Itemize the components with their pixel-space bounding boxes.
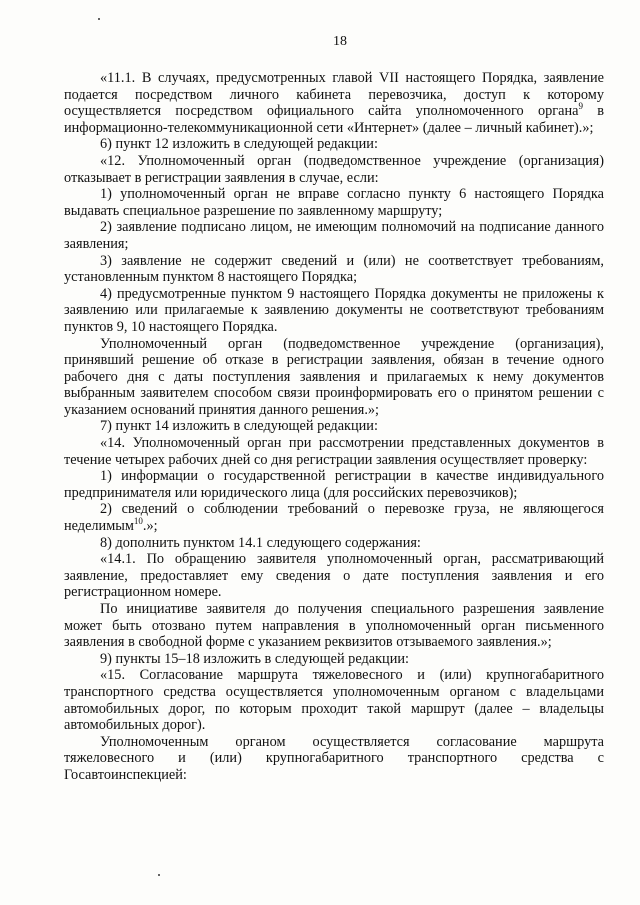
amendment-6: 6) пункт 12 изложить в следующей редакции:: [100, 136, 378, 153]
paragraph-12-refusal: Уполномоченный орган (подведомственное учреждение (организация), принявший решение об отказе в регистрации заявления, обязан в течение одного рабочего дня с даты поступления заявления и прилагаемых к нему документов выбранным заявителем способом связи проинформировать его о принятом решении с указанием оснований принятия данного решения.»;: [64, 335, 604, 418]
paragraph-12-item-2: 2) заявление подписано лицом, не имеющим полномочий на подписание данного заявления;: [64, 219, 604, 252]
paragraph-14: «14. Уполномоченный орган при рассмотрении представленных документов в течение четырех рабочих дней со дня регистрации заявления осуществляет проверку:: [64, 435, 604, 468]
paragraph-15-gai: Уполномоченным органом осуществляется согласование маршрута тяжеловесного и (или) крупногабаритного транспортного средства с Госавтоинспекцией:: [64, 733, 604, 783]
footnote-ref-9: 9: [578, 101, 583, 112]
amendment-7: 7) пункт 14 изложить в следующей редакции:: [100, 418, 378, 435]
amendment-9: 9) пункты 15–18 изложить в следующей редакции:: [100, 650, 409, 667]
paragraph-12-item-3: 3) заявление не содержит сведений и (или) не соответствует требованиям, установленным пунктом 8 настоящего Порядка;: [64, 252, 604, 286]
document-body: [64, 70, 604, 784]
paragraph-12-item-1: 1) уполномоченный орган не вправе согласно пункту 6 настоящего Порядка выдавать специальное разрешение по заявленному маршруту;: [64, 186, 604, 219]
paragraph-14-1: «14.1. По обращению заявителя уполномоченный орган, рассматривающий заявление, предоставляет ему сведения о дате поступления заявления и его регистрационном номере.: [64, 551, 604, 601]
scan-speck: [98, 18, 100, 20]
paragraph-14-item-2: 2) сведений о соблюдении требований о перевозке груза, не являющегося неделимым$^{10}$.»;: [64, 501, 604, 535]
paragraph-14-item-1: 1) информации о государственной регистрации в качестве индивидуального предпринимателя или юридического лица (для российских перевозчиков);: [64, 468, 604, 501]
amendment-8: 8) дополнить пунктом 14.1 следующего содержания:: [100, 534, 421, 551]
paragraph-15: «15. Согласование маршрута тяжеловесного и (или) крупногабаритного транспортного средства осуществляется уполномоченным органом с владельцами автомобильных дорог, по которым проходит такой маршрут (далее – владельцы автомобильных дорог).: [64, 667, 604, 734]
scan-speck: [158, 874, 160, 876]
paragraph-14-1-withdrawal: По инициативе заявителя до получения специального разрешения заявление может быть отозвано путем направления в уполномоченный орган письменного заявления в свободной форме с указанием реквизитов отзываемого заявления.»;: [64, 601, 604, 651]
paragraph-11-1: «11.1. В случаях, предусмотренных главой VII настоящего Порядка, заявление подается посредством личного кабинета перевозчика, доступ к которому осуществляется посредством официального сайта уполномоченного органа$^9$ в информационно-телекоммуникационной сети «Интернет» (далее – личный кабинет).»;: [64, 70, 605, 136]
paragraph-12: «12. Уполномоченный орган (подведомственное учреждение (организация) отказывает в регистрации заявления в случае, если:: [64, 152, 604, 186]
footnote-ref-10: 10: [133, 516, 143, 527]
paragraph-12-item-4: 4) предусмотренные пунктом 9 настоящего Порядка документы не приложены к заявлению или прилагаемые к заявлению документы не соответствуют требованиям пунктов 9, 10 настоящего Порядка.: [64, 285, 604, 335]
page-number: 18: [333, 34, 347, 49]
